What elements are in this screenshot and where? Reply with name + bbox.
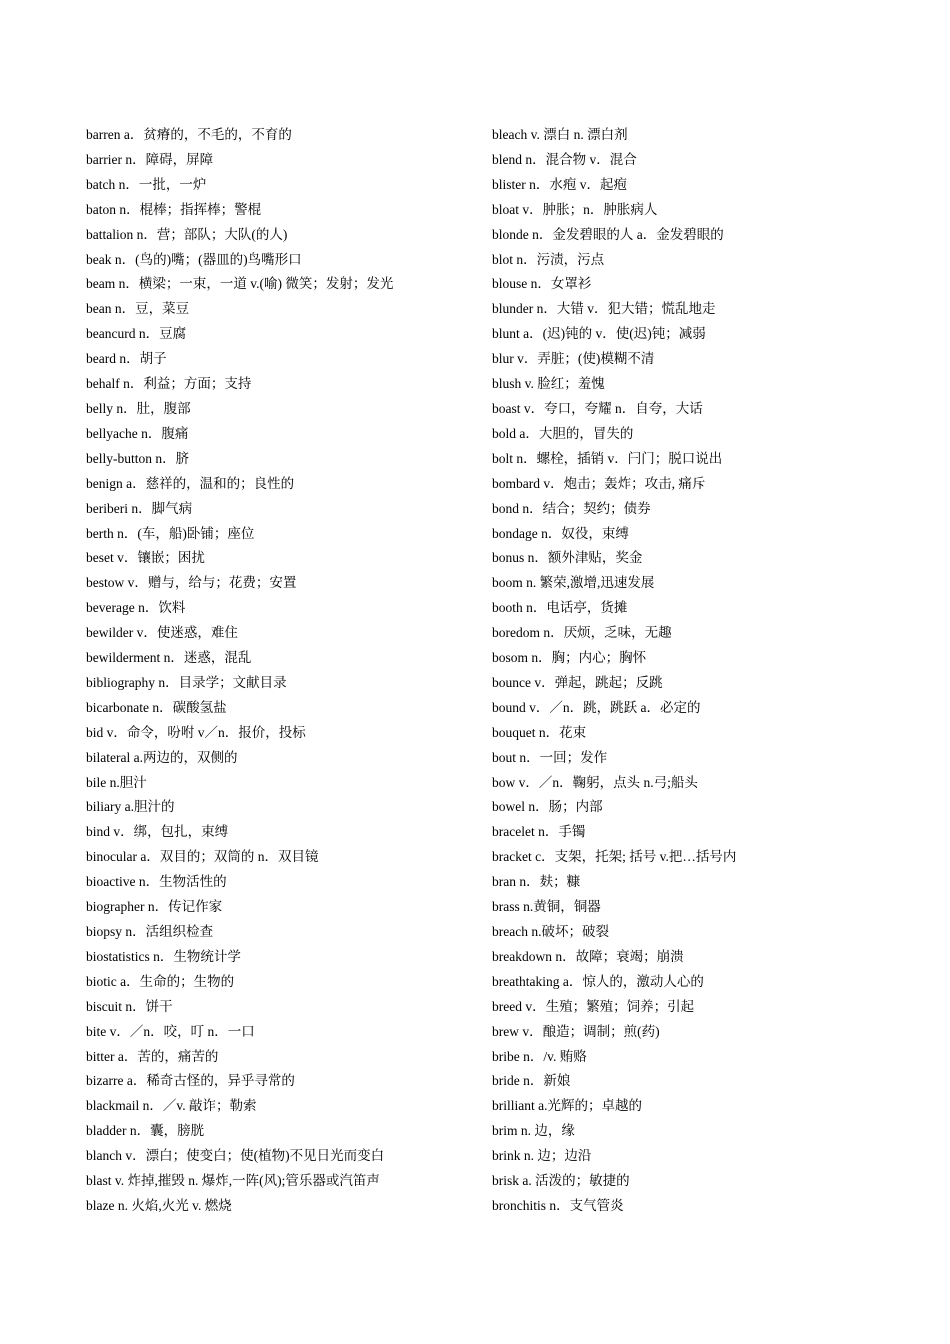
vocab-entry: bizarre a．稀奇古怪的，异乎寻常的	[86, 1073, 295, 1089]
vocab-entry: bestow v．赠与，给与；花费；安置	[86, 575, 297, 591]
vocab-entry: biostatistics n．生物统计学	[86, 948, 241, 964]
vocab-entry: blend n．混合物 v．混合	[492, 151, 637, 167]
vocab-entry: beset v．镶嵌；困扰	[86, 550, 205, 566]
vocab-entry: bellyache n．腹痛	[86, 425, 189, 441]
vocab-entry: booth n．电话亭，货摊	[492, 600, 628, 616]
vocab-entry: blunt a．(迟)钝的 v．使(迟)钝；减弱	[492, 326, 706, 342]
vocab-entry: bleach v. 漂白 n. 漂白剂	[492, 127, 628, 142]
vocab-entry: binocular a．双目的；双筒的 n．双目镜	[86, 849, 319, 865]
vocab-entry: bond n．结合；契约；债券	[492, 500, 651, 516]
vocab-entry: bran n．麸；糠	[492, 874, 581, 890]
vocab-entry: bite v．／n．咬，叮 n．一口	[86, 1023, 255, 1039]
vocab-entry: brilliant a.光辉的；卓越的	[492, 1098, 642, 1114]
vocab-entry: bracelet n．手镯	[492, 824, 586, 840]
vocab-entry: blanch v．漂白；使变白；使(植物)不见日光而变白	[86, 1148, 385, 1164]
vocab-entry: bewilder v．使迷惑，难住	[86, 625, 238, 641]
vocab-entry: beard n．胡子	[86, 351, 167, 367]
vocab-entry: brew v．酿造；调制；煎(药)	[492, 1023, 660, 1039]
vocab-entry: bind v．绑，包扎，束缚	[86, 824, 229, 840]
vocab-entry: brass n.黄铜，铜器	[492, 899, 601, 915]
vocab-entry: blackmail n．／v. 敲诈；勒索	[86, 1098, 257, 1114]
vocab-entry: bladder n．囊，膀胱	[86, 1123, 205, 1139]
vocab-entry: bounce v．弹起，跳起；反跳	[492, 674, 663, 690]
vocab-entry: bibliography n．目录学；文献目录	[86, 674, 287, 690]
vocab-entry: barrier n．障碍，屏障	[86, 151, 214, 167]
vocab-entry: breathtaking a．惊人的，激动人心的	[492, 973, 704, 989]
vocab-entry: belly-button n．脐	[86, 450, 190, 466]
vocab-entry: barren a．贫瘠的，不毛的，不育的	[86, 127, 292, 142]
vocab-entry: bow v．／n．鞠躬，点头 n.弓;船头	[492, 774, 698, 790]
vocab-entry: blur v．弄脏；(使)模糊不清	[492, 351, 655, 367]
vocab-entry: bondage n．奴役，束缚	[492, 525, 629, 541]
vocab-entry: bracket c．支架，托架; 括号 v.把…括号内	[492, 849, 737, 865]
vocab-entry: beriberi n．脚气病	[86, 500, 193, 516]
vocab-entry: bilateral a.两边的，双侧的	[86, 749, 238, 765]
vocab-entry: baton n．棍棒；指挥棒；警棍	[86, 201, 262, 217]
vocab-entry: boast v．夸口，夸耀 n．自夸，大话	[492, 400, 703, 416]
vocab-entry: beak n．(鸟的)嘴；(器皿的)鸟嘴形口	[86, 251, 302, 267]
left-column	[86, 123, 506, 1219]
vocab-entry: bewilderment n．迷惑，混乱	[86, 650, 252, 666]
vocab-entry: battalion n．营；部队；大队(的人)	[86, 226, 288, 242]
vocab-entry: biliary a.胆汁的	[86, 799, 175, 815]
vocab-entry: blister n．水疱 v．起疱	[492, 176, 627, 192]
vocab-entry: bonus n．额外津贴，奖金	[492, 550, 643, 566]
vocab-entry: blonde n．金发碧眼的人 a．金发碧眼的	[492, 226, 724, 242]
vocab-entry: blaze n. 火焰,火光 v. 燃烧	[86, 1197, 232, 1213]
vocab-entry: bound v．／n．跳，跳跃 a．必定的	[492, 699, 701, 715]
vocab-entry: blunder n．大错 v．犯大错；慌乱地走	[492, 301, 716, 317]
vocab-entry: breach n.破坏；破裂	[492, 924, 609, 939]
right-column	[492, 123, 892, 1219]
vocab-entry: brink n. 边；边沿	[492, 1148, 592, 1164]
vocab-entry: bean n．豆，菜豆	[86, 301, 190, 317]
vocab-entry: belly n．肚，腹部	[86, 400, 191, 416]
vocab-entry: blush v. 脸红；羞愧	[492, 376, 605, 392]
vocab-entry: bowel n．肠；内部	[492, 799, 603, 815]
vocab-entry: bitter a．苦的，痛苦的	[86, 1048, 219, 1064]
vocab-entry: bolt n．螺栓，插销 v．闩门；脱口说出	[492, 450, 723, 466]
vocab-entry: breed v．生殖；繁殖；饲养；引起	[492, 998, 695, 1014]
vocab-entry: behalf n．利益；方面；支持	[86, 376, 252, 392]
vocab-entry: blot n．污渍，污点	[492, 251, 605, 267]
vocab-entry: berth n．(车，船)卧铺；座位	[86, 525, 255, 541]
vocab-entry: bosom n．胸；内心；胸怀	[492, 650, 647, 666]
vocab-entry: benign a．慈祥的，温和的；良性的	[86, 475, 295, 491]
vocab-entry: breakdown n．故障；衰竭；崩溃	[492, 948, 684, 964]
vocab-entry: biotic a．生命的；生物的	[86, 973, 235, 989]
vocab-entry: bout n．一回；发作	[492, 749, 608, 765]
vocab-entry: bribe n．/v. 贿赂	[492, 1048, 587, 1064]
vocab-entry: brim n. 边，缘	[492, 1123, 575, 1139]
vocab-entry: brisk a. 活泼的；敏捷的	[492, 1173, 630, 1189]
vocab-entry: biscuit n．饼干	[86, 998, 173, 1014]
vocab-entry: bioactive n．生物活性的	[86, 874, 227, 890]
vocab-entry: blast v. 炸掉,摧毁 n. 爆炸,一阵(风);管乐器或汽笛声	[86, 1173, 380, 1189]
vocab-entry: bouquet n．花束	[492, 724, 587, 740]
vocab-entry: biopsy n．活组织检查	[86, 924, 214, 939]
vocab-entry: bronchitis n．支气管炎	[492, 1197, 624, 1213]
vocab-entry: beancurd n．豆腐	[86, 326, 187, 342]
vocab-entry: blouse n．女罩衫	[492, 276, 592, 292]
vocab-entry: bloat v．肿胀；n．肿胀病人	[492, 201, 658, 217]
vocab-entry: bombard v．炮击；轰炸；攻击, 痛斥	[492, 475, 706, 491]
vocab-entry: beverage n．饮料	[86, 600, 186, 616]
vocab-entry: boom n. 繁荣,激增,迅速发展	[492, 575, 655, 591]
vocab-entry: bid v．命令，吩咐 v／n．报价，投标	[86, 724, 306, 740]
vocab-entry: bride n．新娘	[492, 1073, 571, 1089]
vocab-entry: biographer n．传记作家	[86, 899, 223, 915]
vocab-entry: bold a．大胆的，冒失的	[492, 425, 634, 441]
vocab-entry: bile n.胆汁	[86, 774, 147, 790]
vocab-entry: boredom n．厌烦，乏味，无趣	[492, 625, 672, 641]
vocab-entry: bicarbonate n．碳酸氢盐	[86, 699, 227, 715]
vocab-entry: batch n．一批，一炉	[86, 176, 207, 192]
vocab-entry: beam n．横梁；一束，一道 v.(喻) 微笑；发射；发光	[86, 276, 394, 292]
